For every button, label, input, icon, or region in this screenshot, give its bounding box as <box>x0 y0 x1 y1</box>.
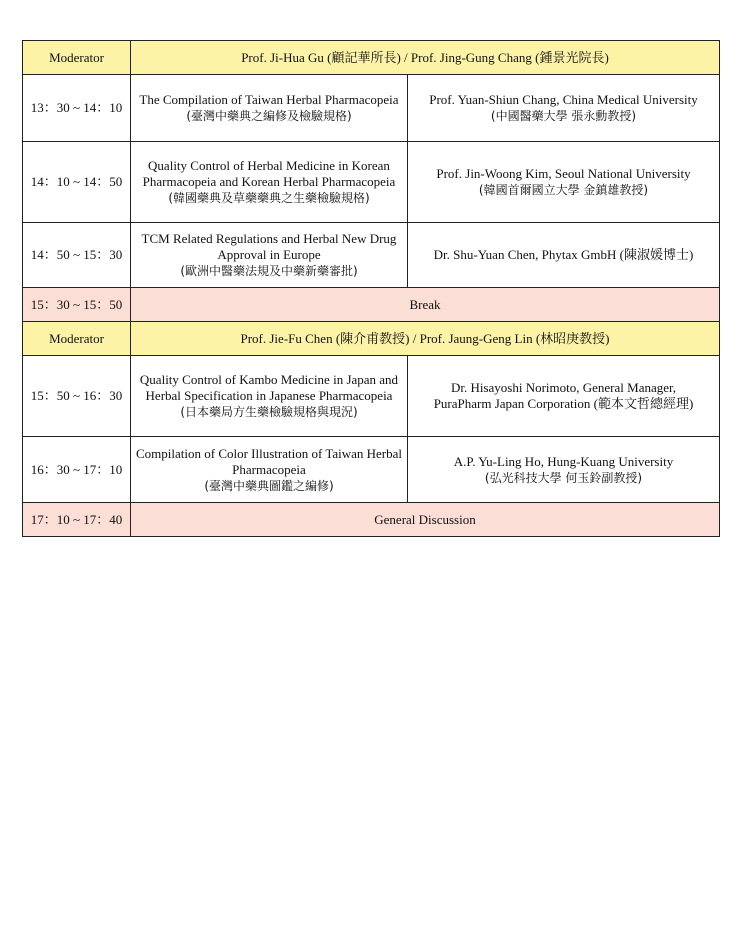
speaker-english: Dr. Hisayoshi Norimoto, General Manager, <box>450 380 677 395</box>
session-topic <box>131 223 408 288</box>
discussion-label: General Discussion <box>131 503 720 537</box>
session-time: 15：50 ~ 16：30 <box>23 356 131 437</box>
speaker-english: Prof. Yuan-Shiun Chang, China Medical University <box>429 92 698 107</box>
session-topic <box>131 356 408 437</box>
speaker-chinese: (中國醫藥大學 張永勳教授) <box>490 109 637 123</box>
speaker-english: A.P. Yu-Ling Ho, Hung-Kuang University <box>453 453 674 469</box>
topic-chinese: (臺灣中藥典之編修及檢驗規格) <box>186 109 352 123</box>
topic-chinese: (日本藥局方生藥檢驗規格與現況) <box>180 405 358 419</box>
break-time: 15：30 ~ 15：50 <box>23 288 131 322</box>
moderator-label: Moderator <box>23 322 131 356</box>
session-row-4 <box>23 356 720 437</box>
topic-chinese: (歐洲中醫藥法規及中藥新藥審批) <box>180 264 358 278</box>
session-speaker <box>408 356 720 437</box>
session-time: 13：30 ~ 14：10 <box>23 75 131 142</box>
session-row-5 <box>23 437 720 503</box>
speaker-english: Dr. Shu-Yuan Chen, Phytax GmbH (陳淑媛博士) <box>433 247 694 262</box>
moderator-label: Moderator <box>23 41 131 75</box>
break-row <box>23 288 720 322</box>
session-time: 16：30 ~ 17：10 <box>23 437 131 503</box>
topic-english: Quality Control of Kambo Medicine in Japan and Herbal Specification in Japanese Pharmacopeia <box>139 372 399 403</box>
speaker-english-line2: PuraPharm Japan Corporation (範本文哲總經理) <box>433 396 694 411</box>
session-topic <box>131 142 408 223</box>
session-speaker <box>408 142 720 223</box>
moderator-row-1 <box>23 41 720 75</box>
moderator-row-2 <box>23 322 720 356</box>
session-speaker <box>408 223 720 288</box>
speaker-chinese: (弘光科技大學 何玉鈴副教授) <box>484 470 643 485</box>
session-speaker <box>408 75 720 142</box>
topic-english: Quality Control of Herbal Medicine in Korean Pharmacopeia and Korean Herbal Pharmacopeia <box>142 158 396 189</box>
moderator-names: Prof. Ji-Hua Gu (顧記華所長) / Prof. Jing-Gung Chang (鍾景光院長) <box>131 41 720 75</box>
session-row-3 <box>23 223 720 288</box>
moderator-names: Prof. Jie-Fu Chen (陳介甫教授) / Prof. Jaung-Geng Lin (林昭庚教授) <box>131 322 720 356</box>
speaker-chinese: (韓國首爾國立大學 金鎮雄教授) <box>478 183 649 197</box>
session-row-1 <box>23 75 720 142</box>
schedule-table <box>22 40 720 537</box>
session-speaker <box>408 437 720 503</box>
topic-chinese: (臺灣中藥典圖鑑之編修) <box>204 478 334 493</box>
discussion-row <box>23 503 720 537</box>
session-topic <box>131 437 408 503</box>
session-row-2 <box>23 142 720 223</box>
break-label: Break <box>131 288 720 322</box>
topic-english: The Compilation of Taiwan Herbal Pharmacopeia <box>139 92 399 107</box>
session-time: 14：10 ~ 14：50 <box>23 142 131 223</box>
topic-english: Compilation of Color Illustration of Taiwan Herbal Pharmacopeia <box>135 445 403 477</box>
session-topic <box>131 75 408 142</box>
topic-english: TCM Related Regulations and Herbal New Drug Approval in Europe <box>141 231 397 262</box>
topic-chinese: (韓國藥典及草藥藥典之生藥檢驗規格) <box>168 191 370 205</box>
session-time: 14：50 ~ 15：30 <box>23 223 131 288</box>
speaker-english: Prof. Jin-Woong Kim, Seoul National University <box>436 166 691 181</box>
discussion-time: 17：10 ~ 17：40 <box>23 503 131 537</box>
